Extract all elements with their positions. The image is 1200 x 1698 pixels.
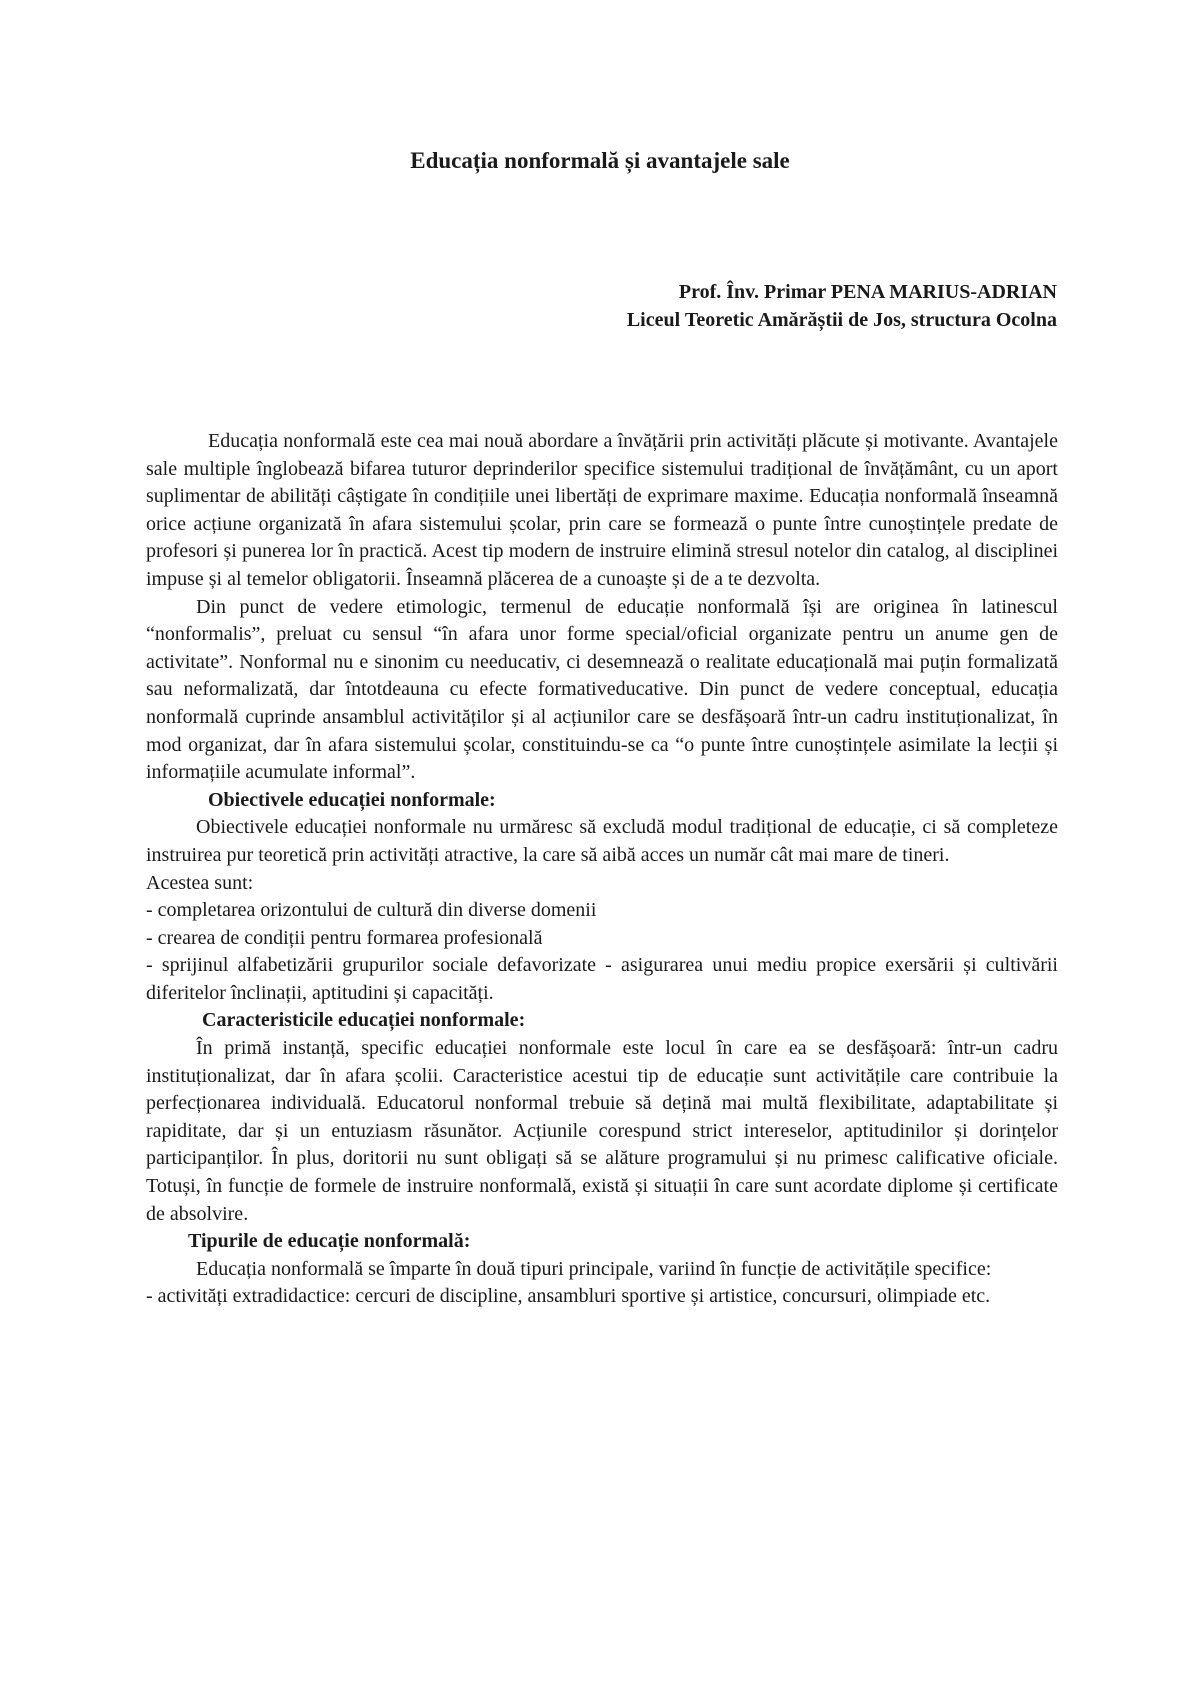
- author-school: Liceul Teoretic Amărăștii de Jos, structura Ocolna: [626, 309, 1057, 331]
- page-title: Educația nonformală și avantajele sale: [410, 148, 790, 173]
- paragraph-types: Educația nonformală se împarte în două tipuri principale, variind în funcție de activitățile specifice:: [196, 1257, 992, 1280]
- section-heading-types: Tipurile de educație nonformală:: [188, 1230, 471, 1253]
- list-item: - sprijinul alfabetizării grupurilor sociale defavorizate - asigurarea unui mediu propice exersării și cultivării diferitelor înclinații, aptitudini și capacități.: [146, 954, 1058, 1004]
- section-heading-characteristics: Caracteristicile educației nonformale:: [202, 1009, 526, 1032]
- list-item: - activități extradidactice: cercuri de discipline, ansambluri sportive și artistice, concursuri, olimpiade etc.: [146, 1285, 991, 1308]
- paragraph-list-intro: Acestea sunt:: [146, 871, 254, 894]
- paragraph-intro: Educația nonformală este cea mai nouă abordare a învățării prin activități plăcute și motivante. Avantajele sale multiple înglobează bifarea tuturor deprinderilor specifice sistemului tradițional de învățământ, cu un aport suplimentar de abilități câștigate în condițiile unei libertăți de exprimare maxime. Educația nonformală înseamnă orice acțiune organizată în afara sistemului școlar, prin care se formează o punte între cunoștințele predate de profesori și punerea lor în practică. Acest tip modern de instruire elimină stresul notelor din catalog, al disciplinei impuse și al temelor obligatorii. Înseamnă plăcerea de a cunoaște și de a te dezvolta.: [146, 430, 1058, 590]
- list-item: - crearea de condiții pentru formarea profesională: [146, 926, 543, 949]
- section-heading-objectives: Obiectivele educației nonformale:: [208, 788, 496, 811]
- paragraph-characteristics: În primă instanță, specific educației nonformale este locul în care ea se desfășoară: într-un cadru instituționalizat, dar în afara școlii. Caracteristice acestui tip de educație sunt activitățile care contribuie la perfecționarea individuală. Educatorul nonformal trebuie să dețină mai multă flexibilitate, adaptabilitate și rapiditate, dar și un entuziasm răsunător. Acțiunile corespund strict intereselor, aptitudinilor și dorințelor participanților. În plus, doritorii nu sunt obligați să se alăture programului și nu primesc calificative oficiale. Totuși, în funcție de formele de instruire nonformală, există și situații în care sunt acordate diplome și certificate de absolvire.: [146, 1037, 1058, 1225]
- list-item: - completarea orizontului de cultură din diverse domenii: [146, 899, 597, 922]
- author-name: Prof. Înv. Primar PENA MARIUS-ADRIAN: [678, 281, 1057, 303]
- document-body: [146, 428, 1058, 1311]
- paragraph-objectives: Obiectivele educației nonformale nu urmăresc să excludă modul tradițional de educație, ci să completeze instruirea pur teoretică prin activități atractive, la care să aibă acces un număr cât mai mare de tineri.: [146, 816, 1058, 866]
- paragraph-etymology: Din punct de vedere etimologic, termenul de educație nonformală își are originea în latinescul “nonformalis”, preluat cu sensul “în afara unor forme special/oficial organizate pentru un anume gen de activitate”. Nonformal nu e sinonim cu needucativ, ci desemnează o realitate educațională mai puțin formalizată sau neformalizată, dar întotdeauna cu efecte formativeducative. Din punct de vedere conceptual, educația nonformală cuprinde ansamblul activităților și al acțiunilor care se desfășoară într-un cadru instituționalizat, în mod organizat, dar în afara sistemului școlar, constituindu-se ca “o punte între cunoștințele asimilate la lecții și informațiile acumulate informal”.: [146, 595, 1058, 784]
- author-block: [627, 278, 1057, 334]
